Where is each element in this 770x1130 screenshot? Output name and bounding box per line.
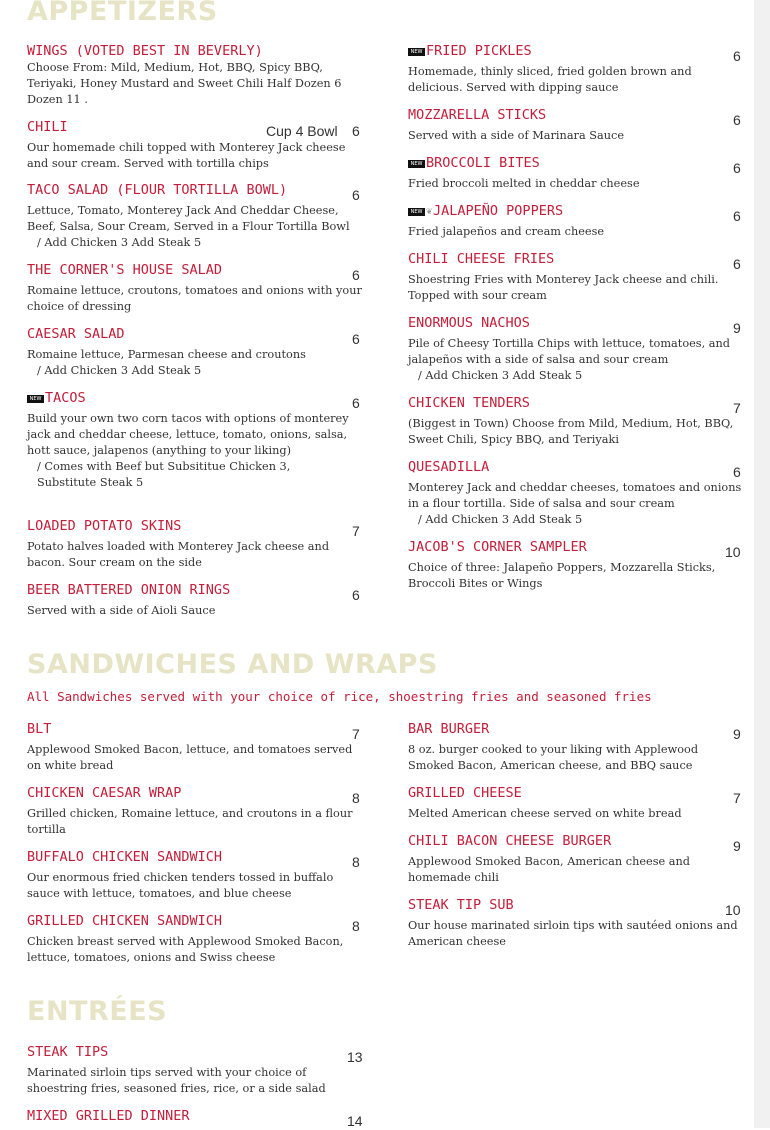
item-description: 8 oz. burger cooked to your liking with Applewood Smoked Bacon, American cheese, and BBQ sauce	[408, 743, 699, 772]
appetizers-title: APPETIZERS	[27, 0, 218, 27]
item-price: 8	[352, 854, 360, 870]
item-name: CHILI	[27, 119, 68, 135]
item-description: Melted American cheese served on white bread	[408, 807, 682, 820]
item-description: Marinated sirloin tips served with your choice of shoestring fries, seasoned fries, rice, or a side salad	[27, 1066, 326, 1095]
item-price: 6	[733, 464, 741, 480]
item-name	[408, 202, 744, 220]
menu-item-mixed-grilled-dinner	[27, 1107, 363, 1125]
menu-item-caesar-salad	[27, 325, 363, 379]
menu-item-bar-burger	[408, 720, 744, 774]
item-price: 6	[733, 112, 741, 128]
item-price: 6	[352, 587, 360, 603]
item-description: Our house marinated sirloin tips with sautéed onions and American cheese	[408, 919, 738, 948]
item-name: CHILI BACON CHEESE BURGER	[408, 833, 612, 849]
item-name: BEER BATTERED ONION RINGS	[27, 582, 231, 598]
entrees-title: ENTRÉES	[27, 996, 168, 1027]
item-price: 8	[352, 918, 360, 934]
item-name: WINGS (VOTED BEST IN BEVERLY)	[27, 43, 263, 59]
item-name: STEAK TIP SUB	[408, 897, 514, 913]
item-price: 7	[352, 726, 360, 742]
item-description: Homemade, thinly sliced, fried golden brown and delicious. Served with dipping sauce	[408, 65, 692, 94]
item-name	[408, 42, 744, 60]
new-badge-icon: NEW	[408, 160, 425, 168]
item-name: CHICKEN TENDERS	[408, 395, 530, 411]
item-price: 9	[733, 838, 741, 854]
menu-item-blt	[27, 720, 363, 774]
item-description: Choose From: Mild, Medium, Hot, BBQ, Spicy BBQ, Teriyaki, Honey Mustard and Sweet Chili Half Dozen 6 Dozen 11 .	[27, 61, 342, 106]
item-price: 6	[352, 267, 360, 283]
item-price: 14	[347, 1113, 363, 1129]
menu-item-steak-tip-sub	[408, 896, 744, 950]
item-price: 6	[733, 256, 741, 272]
item-addons: / Add Chicken 3 Add Steak 5	[37, 364, 202, 377]
new-badge-icon: NEW	[27, 395, 44, 403]
item-name	[27, 389, 363, 407]
item-addons: / Add Chicken 3 Add Steak 5	[418, 369, 583, 382]
menu-item-chili-bacon-burger	[408, 832, 744, 886]
item-name: GRILLED CHICKEN SANDWICH	[27, 913, 223, 929]
page-edge	[754, 0, 770, 1128]
item-price: 7	[733, 400, 741, 416]
item-description: Choice of three: Jalapeño Poppers, Mozzarella Sticks, Broccoli Bites or Wings	[408, 561, 716, 590]
sandwiches-note: All Sandwiches served with your choice of rice, shoestring fries and seasoned fries	[27, 689, 652, 704]
item-name: STEAK TIPS	[27, 1044, 109, 1060]
item-name: TACO SALAD (FLOUR TORTILLA BOWL)	[27, 182, 288, 198]
menu-item-steak-tips	[27, 1043, 363, 1097]
menu-item-broccoli-bites	[408, 154, 744, 192]
menu-item-grilled-chicken-sandwich	[27, 912, 363, 966]
item-name-text: FRIED PICKLES	[426, 43, 532, 59]
item-description: Grilled chicken, Romaine lettuce, and croutons in a flour tortilla	[27, 807, 353, 836]
item-name: GRILLED CHEESE	[408, 785, 522, 801]
item-description: Applewood Smoked Bacon, American cheese and homemade chili	[408, 855, 691, 884]
item-price: 9	[733, 726, 741, 742]
item-description: Fried broccoli melted in cheddar cheese	[408, 177, 640, 190]
menu-item-potato-skins	[27, 517, 363, 571]
item-name: CAESAR SALAD	[27, 326, 125, 342]
menu-item-chicken-tenders	[408, 394, 744, 448]
item-description: Romaine lettuce, Parmesan cheese and croutons	[27, 348, 306, 361]
item-price: 6	[352, 123, 360, 139]
menu-item-quesadilla	[408, 458, 744, 528]
item-name: JACOB'S CORNER SAMPLER	[408, 539, 587, 555]
menu-item-taco-salad	[27, 181, 363, 251]
chili-sizes: Cup 4 Bowl	[266, 123, 338, 139]
menu-item-house-salad	[27, 261, 363, 315]
menu-item-enormous-nachos	[408, 314, 744, 384]
item-description: Served with a side of Marinara Sauce	[408, 129, 625, 142]
item-addons: / Add Chicken 3 Add Steak 5	[37, 236, 202, 249]
menu-item-fried-pickles	[408, 42, 744, 96]
item-description: Served with a side of Aioli Sauce	[27, 604, 216, 617]
menu-item-grilled-cheese	[408, 784, 744, 822]
item-price: 8	[352, 790, 360, 806]
item-name-text: JALAPEÑO POPPERS	[433, 203, 564, 219]
menu-item-buffalo-chicken-sandwich	[27, 848, 363, 902]
item-price: 6	[733, 160, 741, 176]
item-description: Shoestring Fries with Monterey Jack cheese and chili. Topped with sour cream	[408, 273, 719, 302]
item-description: Potato halves loaded with Monterey Jack cheese and bacon. Sour cream on the side	[27, 540, 330, 569]
item-price: 6	[352, 331, 360, 347]
spicy-pepper-icon: ❦	[426, 206, 433, 217]
item-name	[408, 154, 744, 172]
item-name-text: TACOS	[45, 390, 86, 406]
item-name: BUFFALO CHICKEN SANDWICH	[27, 849, 223, 865]
item-name: ENORMOUS NACHOS	[408, 315, 530, 331]
menu-item-tacos	[27, 389, 363, 491]
item-price: 13	[347, 1049, 363, 1065]
item-price: 10	[725, 902, 741, 918]
item-price: 6	[733, 48, 741, 64]
item-description: Our homemade chili topped with Monterey Jack cheese and sour cream. Served with tortilla chips	[27, 141, 346, 170]
item-description: Fried jalapeños and cream cheese	[408, 225, 605, 238]
item-name: BAR BURGER	[408, 721, 490, 737]
item-addons: / Comes with Beef but Subsititue Chicken 3, Substitute Steak 5	[37, 460, 291, 489]
item-price: 6	[352, 187, 360, 203]
item-price: 7	[733, 790, 741, 806]
item-name-text: BROCCOLI BITES	[426, 155, 540, 171]
item-price: 6	[352, 395, 360, 411]
menu-item-wings	[27, 42, 363, 108]
item-description: Build your own two corn tacos with options of monterey jack and cheddar cheese, lettuce, tomato, onions, salsa, hott sauce, jalapenos (anything to your liking)	[27, 412, 349, 457]
item-name: CHILI CHEESE FRIES	[408, 251, 555, 267]
item-name: THE CORNER'S HOUSE SALAD	[27, 262, 223, 278]
menu-item-jalapeno-poppers	[408, 202, 744, 240]
menu-item-sampler	[408, 538, 744, 592]
item-name: MIXED GRILLED DINNER	[27, 1108, 190, 1124]
item-description: Monterey Jack and cheddar cheeses, tomatoes and onions in a flour tortilla. Side of salsa and sour cream	[408, 481, 742, 510]
item-description: Lettuce, Tomato, Monterey Jack And Cheddar Cheese, Beef, Salsa, Sour Cream, Served in a Flour Tortilla Bowl	[27, 204, 350, 233]
item-description: Romaine lettuce, croutons, tomatoes and onions with your choice of dressing	[27, 284, 362, 313]
menu-item-chicken-caesar-wrap	[27, 784, 363, 838]
new-badge-icon: NEW	[408, 48, 425, 56]
item-addons: / Add Chicken 3 Add Steak 5	[418, 513, 583, 526]
menu-item-mozzarella-sticks	[408, 106, 744, 144]
item-description: Chicken breast served with Applewood Smoked Bacon, lettuce, tomatoes, onions and Swiss cheese	[27, 935, 344, 964]
item-name: QUESADILLA	[408, 459, 490, 475]
new-badge-icon: NEW	[408, 208, 425, 216]
item-price: 6	[733, 208, 741, 224]
item-price: 9	[733, 320, 741, 336]
item-name: LOADED POTATO SKINS	[27, 518, 182, 534]
item-description: Pile of Cheesy Tortilla Chips with lettuce, tomatoes, and jalapeños with a side of salsa and sour cream	[408, 337, 731, 366]
item-name: CHICKEN CAESAR WRAP	[27, 785, 182, 801]
sandwiches-title: SANDWICHES AND WRAPS	[27, 649, 438, 680]
item-price: 10	[725, 544, 741, 560]
item-name: BLT	[27, 721, 52, 737]
item-name: MOZZARELLA STICKS	[408, 107, 547, 123]
item-description: Our enormous fried chicken tenders tossed in buffalo sauce with lettuce, tomatoes, and blue cheese	[27, 871, 334, 900]
menu-item-chili-cheese-fries	[408, 250, 744, 304]
item-description: (Biggest in Town) Choose from Mild, Medium, Hot, BBQ, Sweet Chili, Spicy BBQ, and Teriyaki	[408, 417, 734, 446]
menu-item-onion-rings	[27, 581, 363, 619]
item-description: Applewood Smoked Bacon, lettuce, and tomatoes served on white bread	[27, 743, 353, 772]
item-price: 7	[352, 523, 360, 539]
